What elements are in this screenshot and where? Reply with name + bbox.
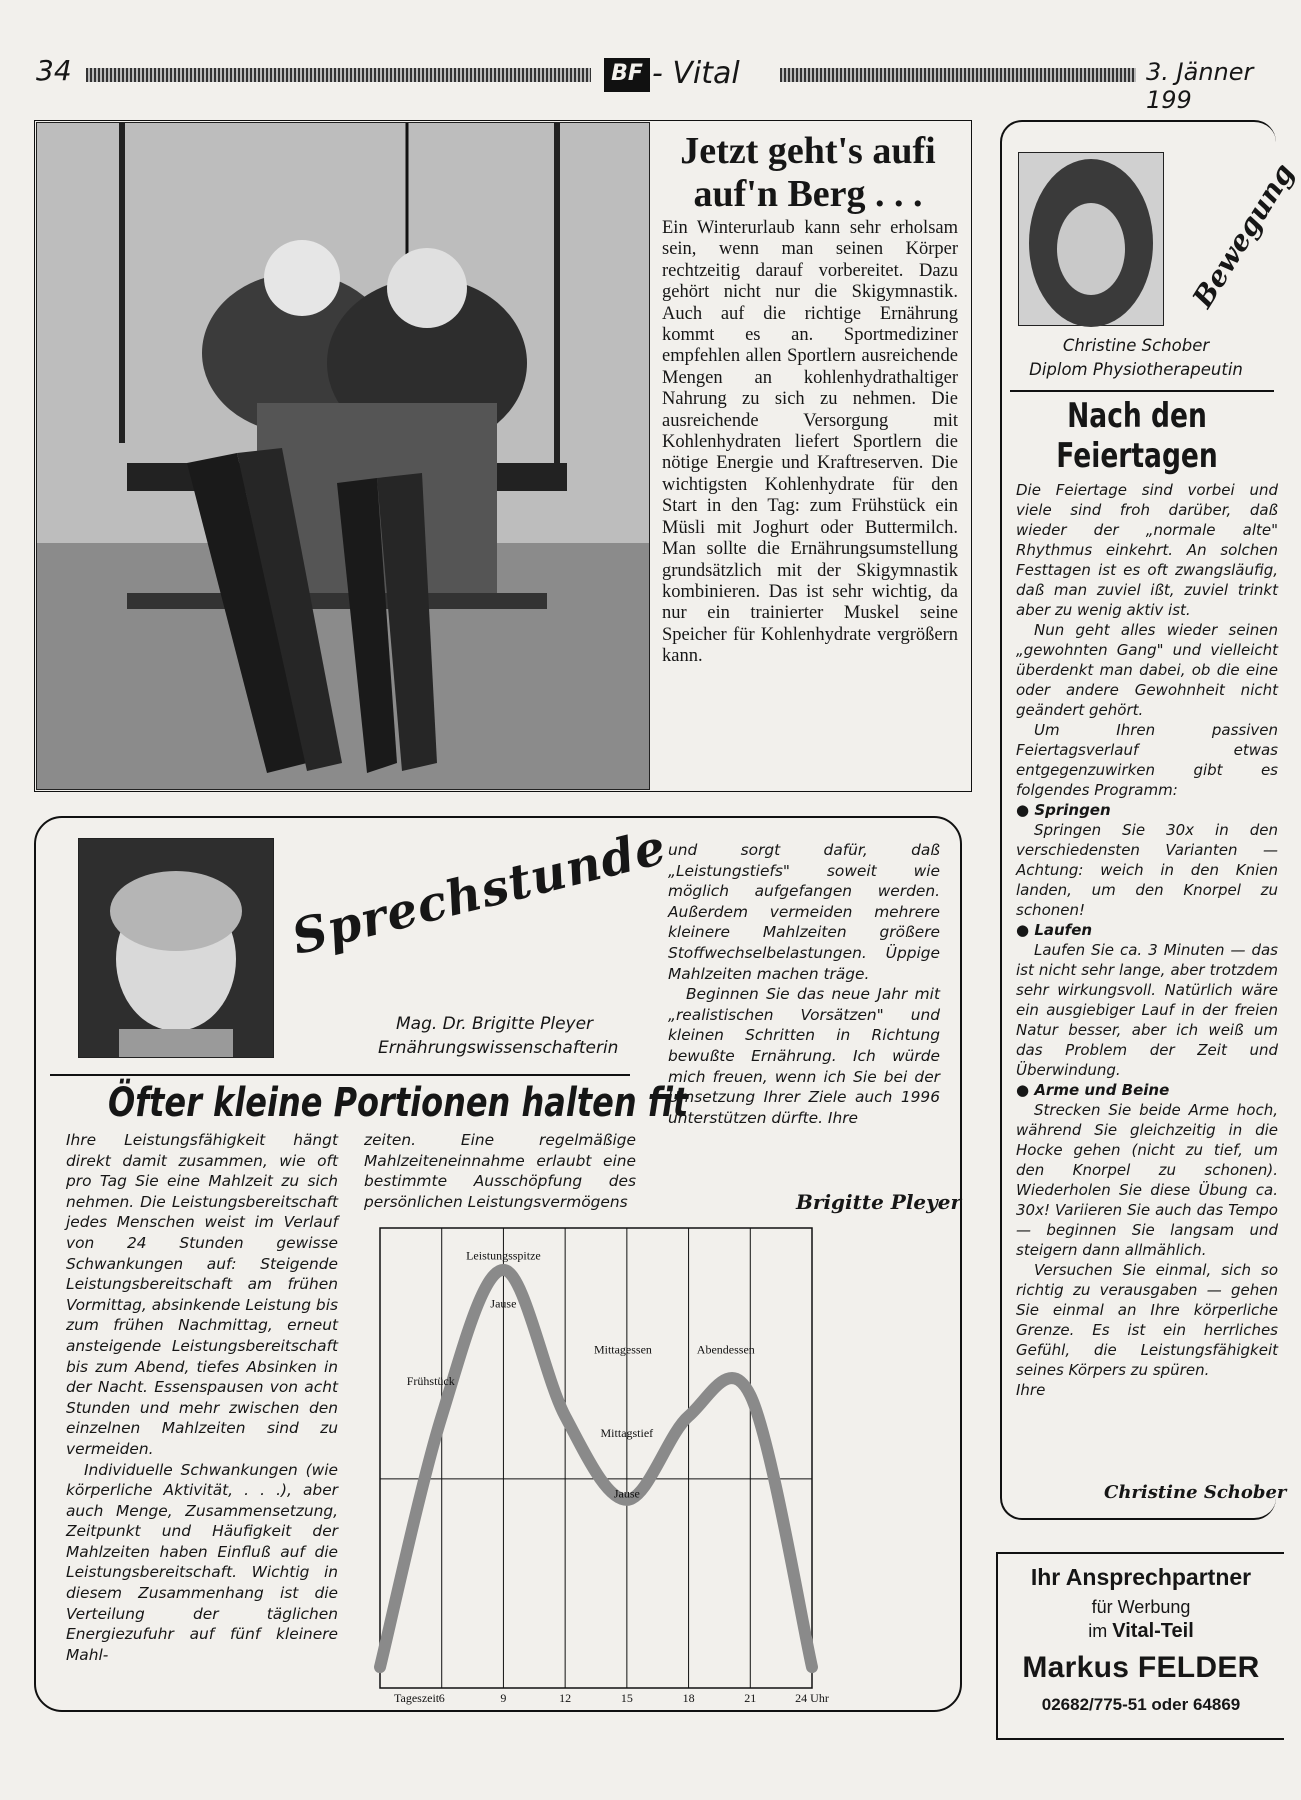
exercise-text-arme-beine: Strecken Sie beide Arme hoch, während Sie gleichzeitig in die Hocke gehen (nicht zu tief, um den Knorpel zu schonen). Wiederholen Sie diese Übung ca. 30x! Variieren Sie auch das Tempo — beginnen Sie langsam und steigern dann allmählich.	[1016, 1101, 1278, 1259]
sidebar-closing: Ihre	[1016, 1381, 1046, 1399]
chart-xlabel: Tageszeit	[394, 1691, 440, 1705]
exercise-title-laufen-text: Laufen	[1034, 921, 1093, 939]
pleyer-role: Ernährungswissenschafterin	[378, 1038, 619, 1058]
chart-frame	[380, 1228, 812, 1688]
chart-grid	[380, 1228, 812, 1688]
schober-portrait	[1018, 152, 1164, 326]
chart-annotation: Mittagstief	[600, 1426, 654, 1441]
header-rule-left	[86, 68, 591, 82]
lead-title	[648, 130, 968, 216]
sprechstunde-col1-para2: Individuelle Schwankungen (wie körperliche Aktivität, . . .), aber auch Menge, Zusammensetzung, Zeitpunkt und Häufigkeit der Mahlzeiten haben Einfluß auf die Leistungsbereitschaft. Wichtig in diesem Zusammenhang ist die Verteilung der täglichen Energiezufuhr auf fünf kleinere Mahl-	[66, 1460, 338, 1664]
sidebar-headline-line2: Feiertagen	[1056, 436, 1218, 476]
chart-annotation: Abendessen	[696, 1342, 755, 1357]
sprechstunde-col3-para1: und sorgt dafür, daß „Leistungstiefs" soweit wie möglich aufgefangen werden. Außerdem vermeiden mehrere kleinere Mahlzeiten größere Stoffwechselbelastungen. Üppige Mahlzeiten machen träge.	[668, 841, 940, 983]
sprechstunde-rule	[50, 1074, 630, 1076]
chart-annotation: Frühstück	[406, 1373, 455, 1388]
sprechstunde-col3	[668, 840, 940, 1128]
chart-tick-label: 24 Uhr	[795, 1691, 829, 1705]
chart-tick-label: 6	[438, 1691, 445, 1705]
sprechstunde-col2: zeiten. Eine regelmäßige Mahlzeiteneinnahme erlaubt eine bestimmte Ausschöpfung des persönlichen Leistungsvermögens	[364, 1131, 636, 1211]
sprechstunde-kicker: Sprechstunde	[286, 818, 672, 966]
sprechstunde-headline: Öfter kleine Portionen halten fit	[108, 1080, 689, 1126]
ad-box	[996, 1552, 1284, 1740]
exercise-text-springen: Springen Sie 30x in den verschiedensten Varianten — Achtung: weich in den Knien landen, um den Knorpel zu schonen!	[1016, 821, 1278, 919]
sidebar-rule	[1010, 390, 1274, 392]
sidebar-intro-2: Nun geht alles wieder seinen „gewohnten Gang" und vielleicht überdenkt man dabei, ob die eine oder andere Gewohnheit nicht geändert gehört.	[1016, 621, 1278, 719]
exercise-title-springen: ● Springen	[1016, 801, 1111, 819]
schober-role: Diplom Physiotherapeutin	[1029, 360, 1243, 379]
sprechstunde-col1-para1: Ihre Leistungsfähigkeit hängt direkt damit zusammen, wie oft pro Tag Sie eine Mahlzeit zu sich nehmen. Die Leistungsbereitschaft jedes Menschen weist im Verlauf von 24 Stunden gewisse Schwankungen auf: Steigende Leistungsbereitschaft am frühen Vormittag, absinkende Leistung bis zum frühen Nachmittag, erneut ansteigende Leistungsbereitschaft bis zum Abend, tiefes Absinken in der Nacht. Essenspausen von acht Stunden und mehr zwischen den einzelnen Mahlzeiten sind zu vermeiden.	[66, 1131, 338, 1458]
sidebar-headline-line1: Nach den	[1067, 396, 1207, 436]
chart-annotation: Jause	[613, 1486, 640, 1501]
sidebar-outro: Versuchen Sie einmal, sich so richtig zu verausgaben — gehen Sie einmal an Ihre körperliche Grenze. Es ist ein herrliches Gefühl, die Leistungsfähigkeit seines Körpers zu spüren.	[1016, 1261, 1278, 1379]
exercise-text-laufen: Laufen Sie ca. 3 Minuten — das ist nicht sehr lange, aber trotzdem sehr wirkungsvoll. Natürlich wäre ein ausgiebiger Lauf in der freien Natur besser, aber ich weiß um das Problem der Zeit und Überwindung.	[1016, 941, 1278, 1079]
chart-tick-label: 21	[744, 1691, 757, 1705]
ad-line3	[998, 1620, 1284, 1643]
schober-portrait-illustration	[1019, 153, 1163, 325]
issue-date: 3. Jänner 199	[1146, 58, 1254, 114]
exercise-title-springen-text: Springen	[1034, 801, 1111, 819]
lead-title-line1: Jetzt geht's aufi	[680, 130, 936, 172]
chart-tick-label: 9	[500, 1691, 507, 1705]
schober-signature: Christine Schober	[1104, 1482, 1287, 1503]
pleyer-portrait-illustration	[79, 839, 273, 1057]
brand-logo: BF	[604, 58, 650, 92]
schober-name: Christine Schober	[1062, 336, 1210, 355]
chart-annotation: Leistungsspitze	[466, 1248, 541, 1263]
exercise-title-laufen: ● Laufen	[1016, 921, 1093, 939]
ad-phone: 02682/775-51 oder 64869	[1041, 1695, 1241, 1714]
chart-tick-label: 18	[682, 1691, 695, 1705]
chart-ticks	[439, 1691, 829, 1705]
ad-contact-name: Markus FELDER	[1022, 1651, 1260, 1684]
ad-line1: Ihr Ansprechpartner	[1030, 1564, 1252, 1590]
pleyer-signature: Brigitte Pleyer	[796, 1190, 962, 1214]
chart-annotation: Mittagessen	[593, 1342, 652, 1357]
ski-lift-illustration	[37, 123, 649, 789]
chart-series-line	[380, 1270, 812, 1667]
chart-tick-label: 12	[559, 1691, 572, 1705]
sidebar-kicker: Bewegung	[1186, 157, 1301, 314]
lead-body: Ein Winterurlaub kann sehr erholsam sein, wenn man seinen Körper rechtzeitig darauf vorbereitet. Dazu gehört nicht nur die Skigymnastik. Auch auf die richtige Ernährung kommt es an. Sportmediziner empfehlen allen Sportlern ausreichende Mengen an kohlenhydrathaltiger Nahrung zu sich zu nehmen. Die ausreichende Versorgung mit Kohlenhydraten liefert Sportlern die nötige Energie und Kraftreserven. Die wichtigsten Kohlenhydrate für den Start in den Tag: zum Frühstück ein Müsli mit Joghurt oder Buttermilch. Man sollte die Ernährungsumstellung grundsätzlich mit der Skigymnastik kombinieren. Das ist sehr wichtig, da nur ein trainierter Muskel seine Speicher für Kohlenhydrate vergrößern kann.	[662, 218, 958, 667]
sidebar-intro-3: Um Ihren passiven Feiertagsverlauf etwas entgegenzuwirken gibt es folgendes Programm:	[1016, 721, 1278, 799]
sidebar-headline	[1000, 396, 1274, 476]
chart-tick-label: 15	[620, 1691, 633, 1705]
exercise-title-arme-beine: ● Arme und Beine	[1016, 1081, 1170, 1099]
sidebar-intro-1: Die Feiertage sind vorbei und viele sind froh darüber, daß wieder der „normale alte" Rhythmus einkehrt. An solchen Festtagen ist es oft zwangsläufig, daß man zuviel ißt, zuviel trinkt aber zu wenig aktiv ist.	[1016, 481, 1278, 619]
page-number: 34	[36, 54, 72, 87]
ad-line3-prefix: im	[1088, 1621, 1108, 1641]
ad-line2: für Werbung	[1091, 1597, 1191, 1617]
section-title: - Vital	[652, 56, 740, 91]
ad-line3-bold: Vital-Teil	[1112, 1620, 1194, 1642]
ski-lift-photo	[36, 122, 650, 790]
sprechstunde-col1	[66, 1130, 338, 1665]
pleyer-name: Mag. Dr. Brigitte Pleyer	[396, 1014, 594, 1034]
sidebar-body	[1016, 480, 1278, 1400]
pleyer-portrait	[78, 838, 274, 1058]
lead-title-line2: auf'n Berg . . .	[693, 173, 923, 215]
performance-chart	[376, 1226, 956, 1708]
header-rule-right	[780, 68, 1136, 82]
chart-annotation: Jause	[490, 1296, 517, 1311]
sprechstunde-col3-para2: Beginnen Sie das neue Jahr mit „realistischen Vorsätzen" und kleinen Schritten in Richtung bewußte Ernährung. Ich würde mich freuen, wenn ich Sie bei der Umsetzung Ihrer Ziele auch 1996 unterstützen dürfte. Ihre	[668, 985, 940, 1127]
exercise-title-arme-beine-text: Arme und Beine	[1034, 1081, 1170, 1099]
